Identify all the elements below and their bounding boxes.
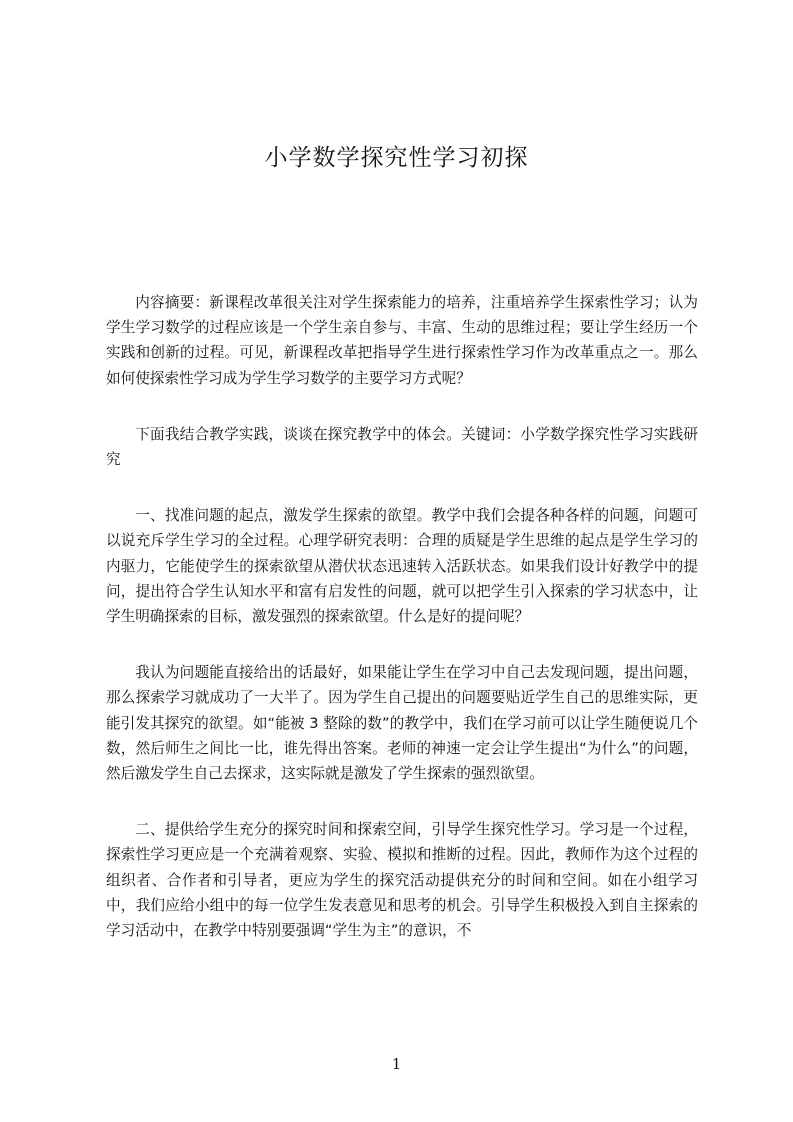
paragraph-gap (106, 472, 698, 503)
keywords-paragraph: 下面我结合教学实践，谈谈在探究教学中的体会。关键词：小学数学探究性学习实践研究 (106, 425, 698, 469)
body-paragraph: 我认为问题能直接给出的话最好，如果能让学生在学习中自己去发现问题，提出问题，那么探索学习就成功了一大半了。因为学生自己提出的问题要贴近学生自己的思维实际，更能引发其探究的欲望。如“能被 3 整除的数”的教学中，我们在学习前可以让学生随便说几个数，然后师生之间比一比，谁先得出答案。老师的神速一定会让学生提出“为什么”的问题，然后激发学生自己去探求，这实际就是激发了学生探索的强烈欲望。 (106, 664, 698, 783)
paragraph-gap (106, 391, 698, 422)
page-number: 1 (391, 1055, 402, 1073)
section-one-paragraph: 一、找准问题的起点，激发学生探索的欲望。教学中我们会提各种各样的问题，问题可以说充斥学生学习的全过程。心理学研究表明：合理的质疑是学生思维的起点是学生学习的内驱力，它能使学生的探索欲望从潜伏状态迅速转入活跃状态。如果我们设计好教学中的提问，提出符合学生认知水平和富有启发性的问题，就可以把学生引入探索的学习状态中，让学生明确探索的目标，激发强烈的探索欲望。什么是好的提问呢？ (106, 507, 698, 626)
section-two-paragraph: 二、提供给学生充分的探究时间和探索空间，引导学生探究性学习。学习是一个过程，探索性学习更应是一个充满着观察、实验、模拟和推断的过程。因此，教师作为这个过程的组织者、合作者和引导者，更应为学生的探究活动提供充分的时间和空间。如在小组学习中，我们应给小组中的每一位学生发表意见和思考的机会。引导学生积极投入到自主探索的学习活动中，在教学中特别要强调“学生为主”的意识，不 (106, 821, 698, 940)
paragraph-gap (106, 786, 698, 817)
document-body (106, 290, 698, 943)
abstract-paragraph: 内容摘要：新课程改革很关注对学生探索能力的培养，注重培养学生探索性学习；认为学生学习数学的过程应该是一个学生亲自参与、丰富、生动的思维过程；要让学生经历一个实践和创新的过程。可见，新课程改革把指导学生进行探索性学习作为改革重点之一。那么如何使探索性学习成为学生学习数学的主要学习方式呢？ (106, 294, 698, 387)
document-title: 小学数学探究性学习初探 (264, 145, 529, 171)
paragraph-gap (106, 629, 698, 660)
